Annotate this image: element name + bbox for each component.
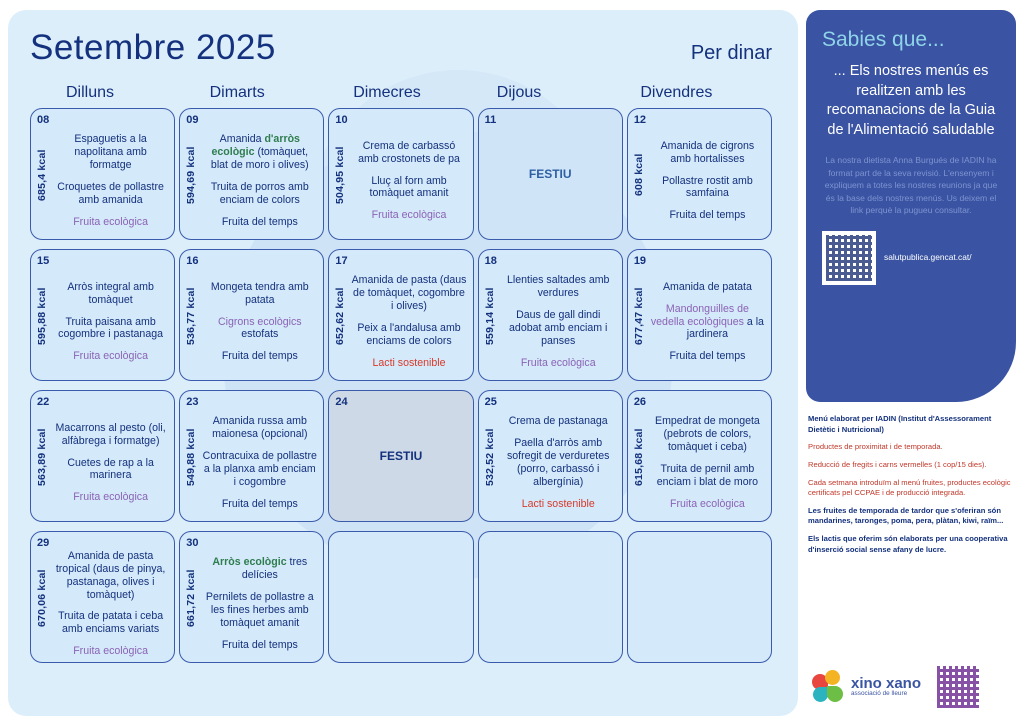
sidebar-title: Sabies que... xyxy=(822,28,945,51)
dish-list xyxy=(53,270,168,374)
dish-item: Espaguetis a la napolitana amb formatge xyxy=(74,133,147,172)
day-number: 25 xyxy=(484,396,497,408)
sidebar-note-line: Cada setmana introduïm al menú fruites, productes ecològic certificats pel CCPAE i de producció integrada. xyxy=(808,477,1011,498)
dish-item: Fruita ecològica xyxy=(520,356,596,369)
dish-list xyxy=(53,411,168,515)
dish-item: Amanida de pasta (daus de tomàquet, cogombre i olives) xyxy=(351,274,467,313)
dish-list xyxy=(202,552,317,656)
dayname-dimecres: Dimecres xyxy=(353,84,421,101)
dish-item: Lluç al forn amb tomàquet amanit xyxy=(369,174,449,200)
day-number: 26 xyxy=(633,396,647,408)
dish-item: Pernilets de pollastre a les fines herbes amb tomàquet amanit xyxy=(205,591,314,629)
dish-list xyxy=(501,411,616,515)
xino-xano-logo xyxy=(812,670,921,704)
qr-code-icon[interactable] xyxy=(822,231,876,285)
calendar-weeks xyxy=(30,108,776,663)
notes-list xyxy=(806,414,1016,555)
kcal-label: 563,89 kcal xyxy=(36,428,48,486)
dish-item: Amanida de pasta tropical (daus de pinya, pastanaga, olives i tomàquet) xyxy=(55,549,166,601)
day-number: 16 xyxy=(186,255,199,267)
dish-item: Crema de pastanaga xyxy=(508,415,608,428)
dish-item: Empedrat de mongeta (pebrots de colors, tomàquet i ceba) xyxy=(655,415,760,454)
calendar-week xyxy=(30,531,776,663)
calendar-cell-empty[interactable] xyxy=(478,531,623,663)
sidebar-note-line: Productes de proximitat i de temporada. xyxy=(808,442,943,452)
dish-list xyxy=(53,129,168,233)
dish-highlight: Mandonguilles de vedella ecològiques xyxy=(650,302,749,328)
dish-item: Cuetes de rap a la marinera xyxy=(67,456,154,482)
dish-list xyxy=(351,129,466,233)
dish-item: Fruita del temps xyxy=(669,350,746,363)
dish-item: Amanida russa amb maionesa (opcional) xyxy=(212,415,308,441)
dish-item: Cigrons ecològics estofats xyxy=(217,315,302,341)
dish-item: Peix a l'andalusa amb enciams de colors xyxy=(357,322,461,347)
kcal-label: 652,62 kcal xyxy=(334,287,347,345)
day-number: 09 xyxy=(186,114,199,126)
sidebar-note-line: Reducció de fregits i carns vermelles (1 cop/15 dies). xyxy=(808,459,987,469)
dish-highlight: d'arròs ecològic xyxy=(211,133,300,159)
kcal-label: 677,47 kcal xyxy=(632,287,645,345)
day-number: 18 xyxy=(484,255,497,267)
dish-item: Fruita ecològica xyxy=(73,350,148,363)
dish-item: Contracuixa de pollastre a la planxa amb enciam i cogombre xyxy=(202,450,317,488)
dayname-dilluns: Dilluns xyxy=(66,84,115,101)
sidebar xyxy=(806,10,1016,716)
day-number: 29 xyxy=(37,537,50,549)
calendar-cell-day-23[interactable] xyxy=(179,390,324,522)
dish-item: Mandonguilles de vedella ecològiques a la jardinera xyxy=(650,302,764,341)
holiday-label: FESTIU xyxy=(379,449,423,463)
kcal-label: 595,88 kcal xyxy=(36,287,48,345)
dish-item: Truita paisana amb cogombre i pastanaga xyxy=(58,315,164,341)
kcal-label: 559,14 kcal xyxy=(483,287,496,345)
calendar-cell-day-17[interactable] xyxy=(328,249,473,381)
calendar-cell-empty[interactable] xyxy=(627,531,772,663)
dish-item: Arròs ecològic tres delícies xyxy=(212,556,308,582)
dish-list xyxy=(202,129,317,233)
sidebar-note-line: Les fruites de temporada de tardor que s'oferiran són mandarines, taronges, poma, pera, plàtan, kiwi, raïm... xyxy=(808,505,1004,526)
day-number: 15 xyxy=(37,255,50,267)
day-number: 08 xyxy=(37,114,50,126)
logo-mark-icon xyxy=(812,670,846,704)
sidebar-note-line: Menú elaborat per IADIN (Institut d'Assessorament Dietètic i Nutricional) xyxy=(808,414,992,434)
kcal-label: 615,68 kcal xyxy=(632,428,645,486)
sidebar-note-line: Els lactis que oferim són elaborats per una cooperativa d'inserció social sense afany de lucre. xyxy=(808,534,1008,554)
kcal-label: 536,77 kcal xyxy=(185,287,198,345)
dish-list xyxy=(202,270,317,374)
dish-item: Arròs integral amb tomàquet xyxy=(67,280,154,306)
dish-item: Fruita del temps xyxy=(221,215,298,228)
calendar-cell-day-24[interactable] xyxy=(328,390,473,522)
sidebar-body: ... Els nostres menús es realitzen amb les recomanacions de la Guia de l'Alimentació saludable xyxy=(826,63,996,138)
calendar-panel xyxy=(8,10,798,716)
kcal-label: 661,72 kcal xyxy=(185,569,198,627)
dish-highlight: Cigrons ecològics xyxy=(217,315,302,328)
qr-caption: salutpublica.gencat.cat/ xyxy=(884,252,972,263)
dish-item: Fruita ecològica xyxy=(73,491,148,504)
dish-item: Lacti sostenible xyxy=(372,356,446,369)
dish-item: Llenties saltades amb verdures xyxy=(506,274,610,300)
calendar-cell-day-16[interactable] xyxy=(179,249,324,381)
dish-list xyxy=(351,270,466,374)
kcal-label: 549,88 kcal xyxy=(185,428,198,486)
dish-item: Lacti sostenible xyxy=(521,497,595,510)
dish-item: Daus de gall dindi adobat amb enciam i panses xyxy=(509,309,608,347)
kcal-label: 608 kcal xyxy=(632,153,645,197)
dish-item: Amanida de patata xyxy=(662,280,752,293)
calendar-week xyxy=(30,390,776,522)
day-number: 19 xyxy=(633,255,647,267)
dayname-dimarts: Dimarts xyxy=(209,84,265,101)
page-title: Setembre 2025 xyxy=(30,28,276,67)
dish-item: Fruita ecològica xyxy=(670,497,745,510)
calendar-week xyxy=(30,249,776,381)
dish-item: Fruita del temps xyxy=(221,638,298,651)
dish-item: Paella d'arròs amb sofregit de verduretes (porro, carbassó i albergínia) xyxy=(506,437,610,488)
calendar-cell-day-22[interactable] xyxy=(30,390,175,522)
logo-sub: associació de lleure xyxy=(851,690,908,698)
dish-item: Crema de carbassó amb crostonets de pa xyxy=(358,139,460,165)
calendar-cell-day-30[interactable] xyxy=(179,531,324,663)
qr-code-secondary-icon[interactable] xyxy=(935,664,981,710)
dish-item: Fruita ecològica xyxy=(371,209,447,222)
dayname-divendres: Divendres xyxy=(640,84,713,101)
dish-list xyxy=(650,129,765,233)
dish-item: Truita de porros amb enciam de colors xyxy=(210,181,309,206)
logo-name: xino xano xyxy=(851,675,922,693)
dish-highlight: Arròs ecològic xyxy=(212,556,287,569)
dish-item: Macarrons al pesto (oli, alfàbrega i formatge) xyxy=(55,421,166,447)
dish-item: Pollastre rostit amb samfaina xyxy=(662,174,753,200)
dish-list xyxy=(202,411,317,515)
dish-item: Amanida de cigrons amb hortalisses xyxy=(660,139,755,165)
dish-item: Mongeta tendra amb patata xyxy=(210,280,309,306)
day-number: 30 xyxy=(186,537,199,549)
calendar-week xyxy=(30,108,776,240)
dish-item: Fruita ecològica xyxy=(73,645,148,658)
kcal-label: 670,06 kcal xyxy=(36,569,48,627)
calendar-cell-day-26[interactable] xyxy=(627,390,772,522)
calendar-cell-day-12[interactable] xyxy=(627,108,772,240)
dish-list xyxy=(650,411,765,515)
meal-label: Per dinar xyxy=(690,42,772,64)
day-number: 11 xyxy=(484,114,497,126)
qr-row[interactable] xyxy=(822,231,1000,285)
dish-list xyxy=(53,549,168,658)
day-number: 22 xyxy=(37,396,50,408)
logo-row xyxy=(812,664,981,710)
day-number: 12 xyxy=(633,114,647,126)
dayname-dijous: Dijous xyxy=(496,84,542,101)
dish-item: Truita de pernil amb enciam i blat de moro xyxy=(656,463,759,488)
calendar-cell-day-15[interactable] xyxy=(30,249,175,381)
dish-item: Fruita ecològica xyxy=(73,215,148,228)
sidebar-note: La nostra dietista Anna Burgués de IADIN ha format part de la seva revisió. L'ensenyem i expliquem a totes les nostres reunions ja que és la base dels nostres menús. Us deixem el link perquè la pugueu consultar. xyxy=(824,155,998,216)
calendar-cell-day-10[interactable] xyxy=(328,108,473,240)
day-number: 17 xyxy=(335,255,348,267)
calendar-cell-day-29[interactable] xyxy=(30,531,175,663)
sabies-que-card xyxy=(806,10,1016,402)
kcal-label: 685,4 kcal xyxy=(36,149,48,201)
dish-item: Amanida d'arròs ecològic (tomàquet, blat de moro i olives) xyxy=(210,133,309,172)
dish-item: Fruita del temps xyxy=(669,209,746,222)
dish-item: Fruita del temps xyxy=(221,350,298,363)
dish-item: Croquetes de pollastre amb amanida xyxy=(57,181,164,206)
calendar-cell-day-25[interactable] xyxy=(478,390,623,522)
kcal-label: 504,95 kcal xyxy=(334,146,347,204)
dish-item: Fruita del temps xyxy=(221,497,298,510)
day-number: 10 xyxy=(335,114,348,126)
calendar-cell-day-11[interactable] xyxy=(478,108,623,240)
holiday-label: FESTIU xyxy=(528,167,572,181)
calendar-cell-day-09[interactable] xyxy=(179,108,324,240)
day-number: 24 xyxy=(335,396,348,408)
day-number: 23 xyxy=(186,396,199,408)
calendar-cell-day-19[interactable] xyxy=(627,249,772,381)
kcal-label: 594,69 kcal xyxy=(185,146,198,204)
dish-list xyxy=(501,270,616,374)
calendar-cell-empty[interactable] xyxy=(328,531,473,663)
calendar-cell-day-08[interactable] xyxy=(30,108,175,240)
dish-list xyxy=(650,270,765,374)
kcal-label: 532,52 kcal xyxy=(483,428,496,486)
weekday-header xyxy=(30,84,776,102)
calendar-cell-day-18[interactable] xyxy=(478,249,623,381)
dish-item: Truita de patata i ceba amb enciams variats xyxy=(58,610,164,636)
